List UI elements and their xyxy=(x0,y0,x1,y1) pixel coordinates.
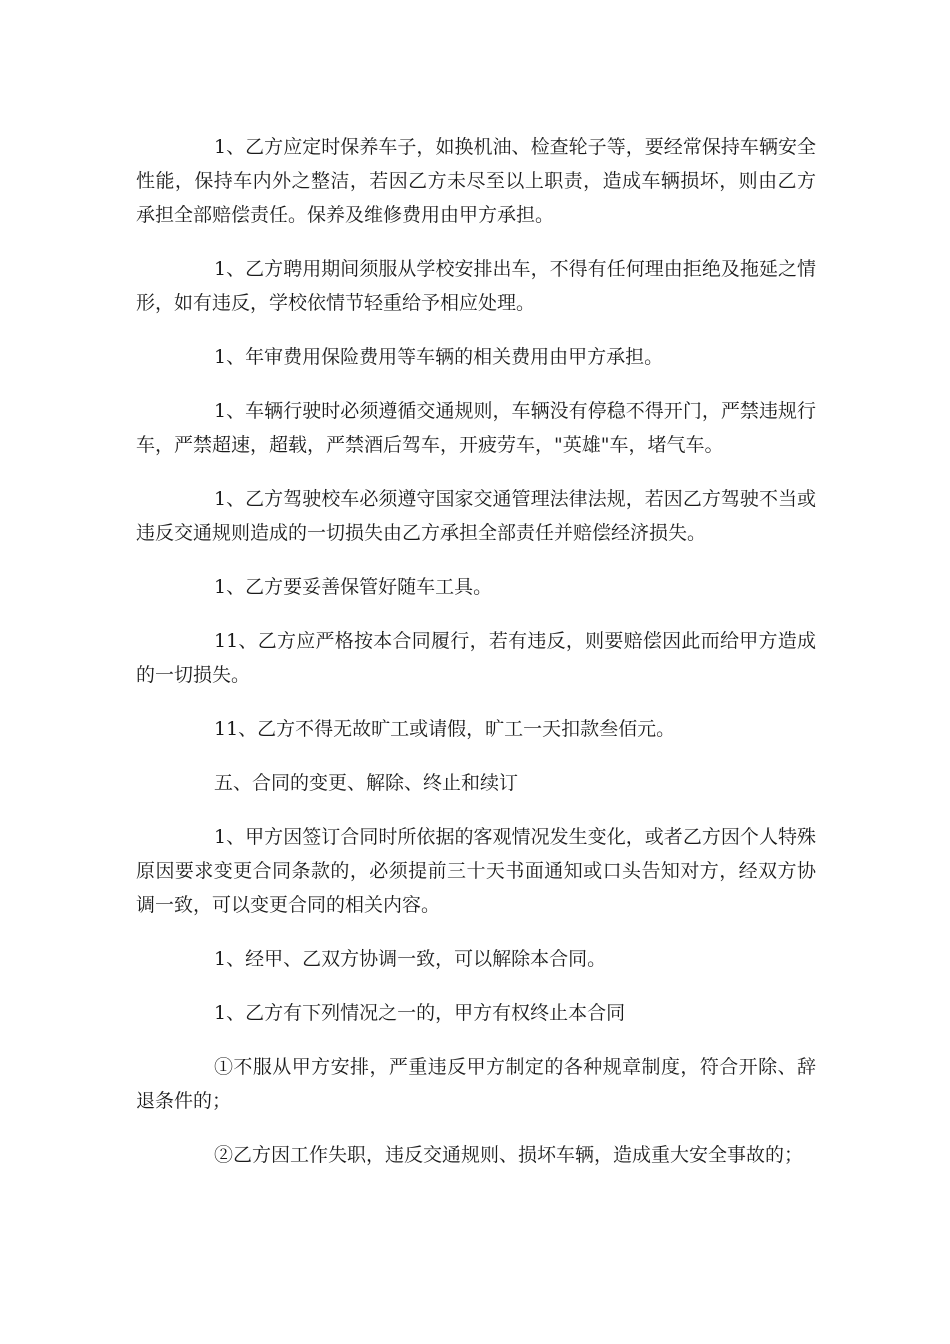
paragraph-compliance: 11、乙方应严格按本合同履行，若有违反，则要赔偿因此而给甲方造成的一切损失。 xyxy=(136,630,816,686)
list-item-disobedience: ①不服从甲方安排，严重违反甲方制定的各种规章制度，符合开除、辞退条件的； xyxy=(136,1056,816,1112)
document-body xyxy=(136,130,816,1192)
paragraph-fees: 1、年审费用保险费用等车辆的相关费用由甲方承担。 xyxy=(214,346,664,368)
paragraph-maintenance: 1、乙方应定时保养车子，如换机油、检查轮子等，要经常保持车辆安全性能，保持车内外之整洁，若因乙方未尽至以上职责，造成车辆损坏，则由乙方承担全部赔偿责任。保养及维修费用由甲方承担。 xyxy=(136,136,816,226)
paragraph-absence: 11、乙方不得无故旷工或请假，旷工一天扣款叁佰元。 xyxy=(214,718,676,740)
paragraph-tools: 1、乙方要妥善保管好随车工具。 xyxy=(214,576,493,598)
paragraph-contract-dissolve: 1、经甲、乙双方协调一致，可以解除本合同。 xyxy=(214,948,607,970)
paragraph-contract-change: 1、甲方因签订合同时所依据的客观情况发生变化，或者乙方因个人特殊原因要求变更合同条款的，必须提前三十天书面通知或口头告知对方，经双方协调一致，可以变更合同的相关内容。 xyxy=(136,826,816,916)
paragraph-traffic-rules: 1、车辆行驶时必须遵循交通规则，车辆没有停稳不得开门，严禁违规行车，严禁超速，超载，严禁酒后驾车，开疲劳车，"英雄"车，堵气车。 xyxy=(136,400,816,456)
section-heading: 五、合同的变更、解除、终止和续订 xyxy=(214,772,519,794)
paragraph-dispatch: 1、乙方聘用期间须服从学校安排出车，不得有任何理由拒绝及拖延之情形，如有违反，学校依情节轻重给予相应处理。 xyxy=(136,258,816,314)
paragraph-termination: 1、乙方有下列情况之一的，甲方有权终止本合同 xyxy=(214,1002,626,1024)
paragraph-liability: 1、乙方驾驶校车必须遵守国家交通管理法律法规，若因乙方驾驶不当或违反交通规则造成的一切损失由乙方承担全部责任并赔偿经济损失。 xyxy=(136,488,816,544)
list-item-negligence: ②乙方因工作失职，违反交通规则、损坏车辆，造成重大安全事故的； xyxy=(214,1144,804,1166)
